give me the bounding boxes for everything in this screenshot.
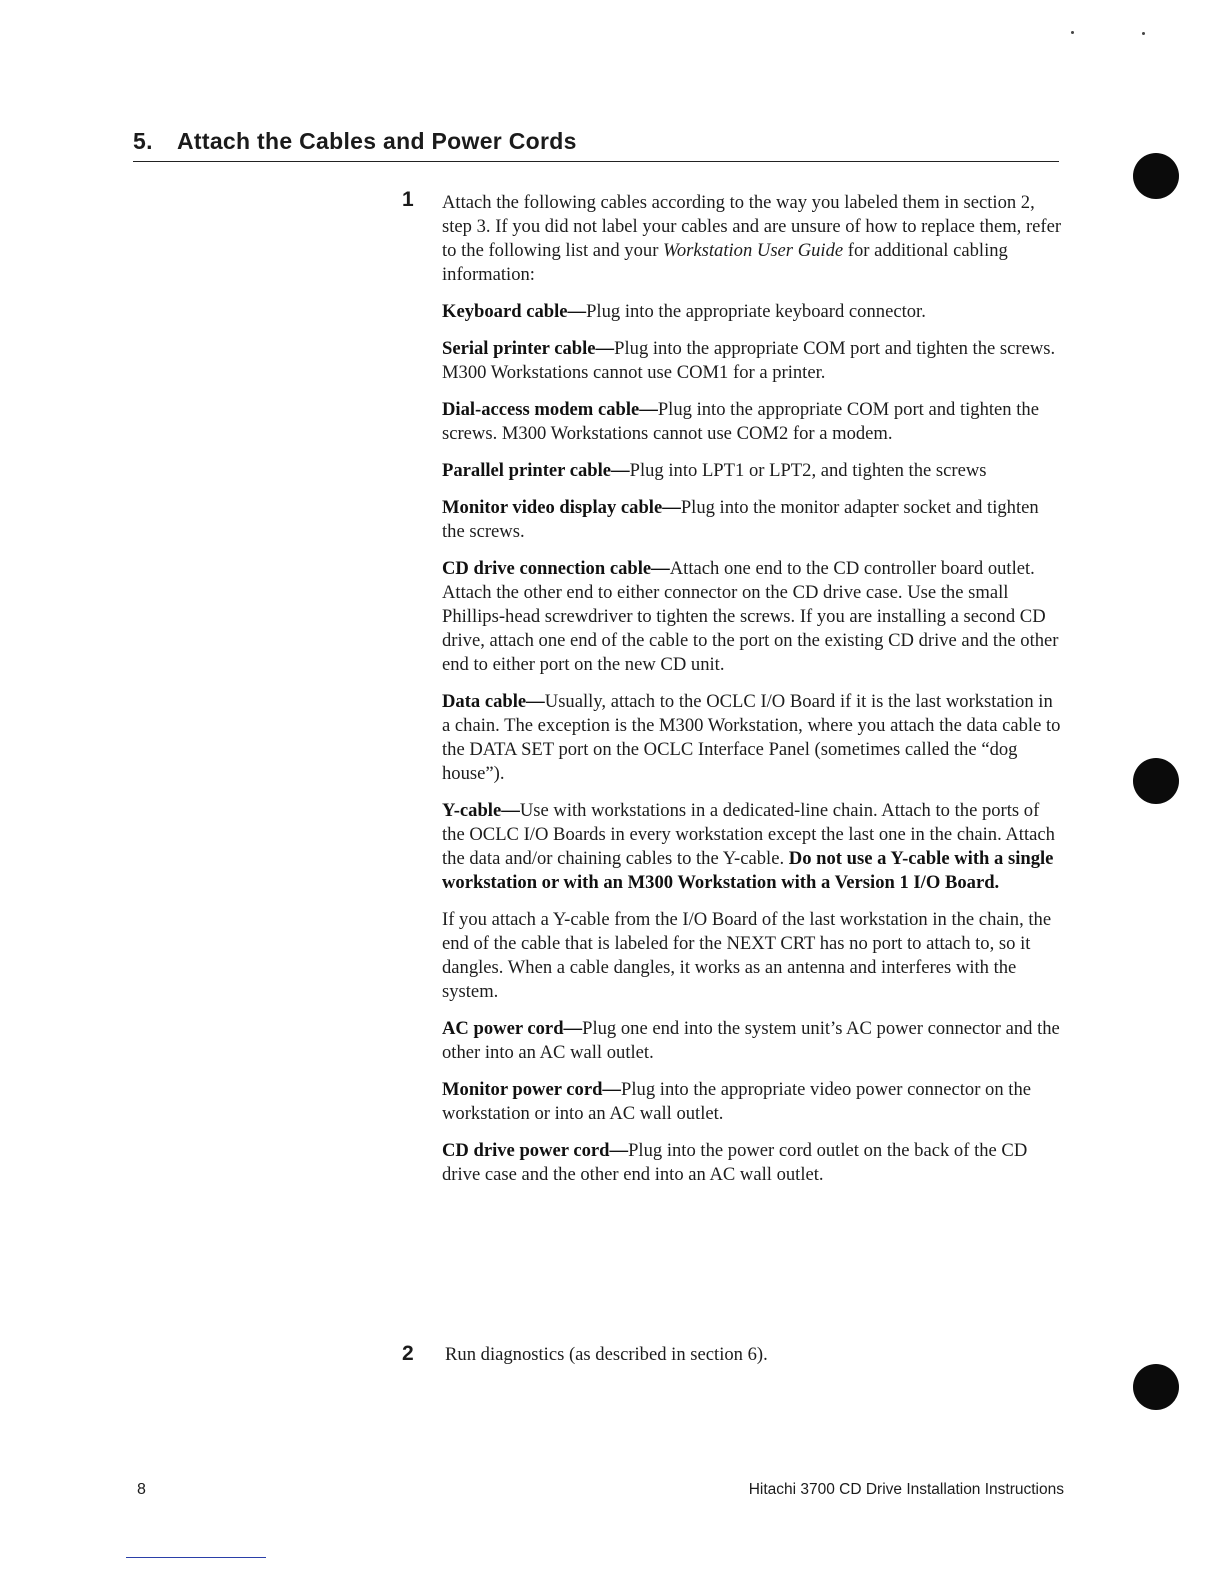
- binder-hole: [1133, 758, 1179, 804]
- footer-rule: [126, 1557, 266, 1558]
- step-intro: Attach the following cables according to the way you labeled them in section 2, step 3. If you did not label your cables and are unsure of how to replace them, refer to the following list and your Workstation User Guide for additional cabling information:: [442, 192, 1062, 285]
- cable-item: AC power cord—Plug one end into the system unit’s AC power connector and the other into an AC wall outlet.: [442, 1018, 1060, 1063]
- section-number: 5.: [133, 128, 153, 154]
- page-number: 8: [137, 1481, 146, 1498]
- cable-item: Dial-access modem cable—Plug into the appropriate COM port and tighten the screws. M300 Workstations cannot use COM2 for a modem.: [442, 399, 1039, 444]
- binder-hole: [1133, 1364, 1179, 1410]
- step-text: Run diagnostics (as described in section 6).: [445, 1344, 768, 1365]
- step-number: 1: [402, 188, 414, 211]
- footer-doc-title: Hitachi 3700 CD Drive Installation Instructions: [748, 1481, 1064, 1498]
- cable-term: Monitor video display cable—: [442, 497, 681, 518]
- guide-title: Workstation User Guide: [663, 240, 844, 261]
- cable-item: Data cable—Usually, attach to the OCLC I/O Board if it is the last workstation in a chain. The exception is the M300 Workstation, where you attach the data cable to the DATA SET port on the OCLC Interface Panel (sometimes called the “dog house”).: [442, 691, 1061, 784]
- cable-term: AC power cord—: [442, 1018, 583, 1039]
- binder-hole: [1133, 153, 1179, 199]
- cable-term: Data cable—: [442, 691, 545, 712]
- cable-item: Parallel printer cable—Plug into LPT1 or LPT2, and tighten the screws: [442, 460, 987, 481]
- cable-term: CD drive connection cable—: [442, 558, 670, 579]
- step-1-body: [442, 191, 1062, 1200]
- cable-term: Monitor power cord—: [442, 1079, 622, 1100]
- step-2-body: [445, 1343, 1065, 1380]
- section-title: Attach the Cables and Power Cords: [177, 128, 577, 154]
- cable-term: CD drive power cord—: [442, 1140, 629, 1161]
- note-paragraph: If you attach a Y-cable from the I/O Board of the last workstation in the chain, the end of the cable that is labeled for the NEXT CRT has no port to attach to, so it dangles. When a cable dangles, it works as an antenna and interferes with the system.: [442, 909, 1052, 1002]
- cable-term: Dial-access modem cable—: [442, 399, 658, 420]
- cable-term: Y-cable—: [442, 800, 520, 821]
- cable-item: CD drive connection cable—Attach one end to the CD controller board outlet. Attach the other end to either connector on the CD drive case. Use the small Phillips-head screwdriver to tighten the screws. If you are installing a second CD drive, attach one end of the cable to the port on the existing CD drive and the other end to either port on the new CD unit.: [442, 558, 1059, 675]
- warning-text: Do not use a Y-cable with a single workstation or with an M300 Workstation with a Version 1 I/O Board.: [442, 848, 1054, 893]
- cable-item: Keyboard cable—Plug into the appropriate keyboard connector.: [442, 301, 926, 322]
- cable-term: Keyboard cable—: [442, 301, 587, 322]
- cable-item: Monitor power cord—Plug into the appropriate video power connector on the workstation or into an AC wall outlet.: [442, 1079, 1032, 1124]
- scan-speck: [1142, 32, 1145, 35]
- step-number: 2: [402, 1342, 414, 1365]
- cable-term: Parallel printer cable—: [442, 460, 630, 481]
- cable-item: Serial printer cable—Plug into the appropriate COM port and tighten the screws. M300 Workstations cannot use COM1 for a printer.: [442, 338, 1056, 383]
- cable-item: Monitor video display cable—Plug into the monitor adapter socket and tighten the screws.: [442, 497, 1039, 542]
- cable-term: Serial printer cable—: [442, 338, 615, 359]
- cable-item: Y-cable—Use with workstations in a dedicated-line chain. Attach to the ports of the OCLC I/O Boards in every workstation except the last one in the chain. Attach the data and/or chaining cables to the Y-cable. Do not use a Y-cable with a single workstation or with an M300 Workstation with a Version 1 I/O Board.: [442, 800, 1055, 893]
- section-heading: [133, 128, 1059, 162]
- cable-item: CD drive power cord—Plug into the power cord outlet on the back of the CD drive case and the other end into an AC wall outlet.: [442, 1140, 1028, 1185]
- scan-speck: [1071, 31, 1074, 34]
